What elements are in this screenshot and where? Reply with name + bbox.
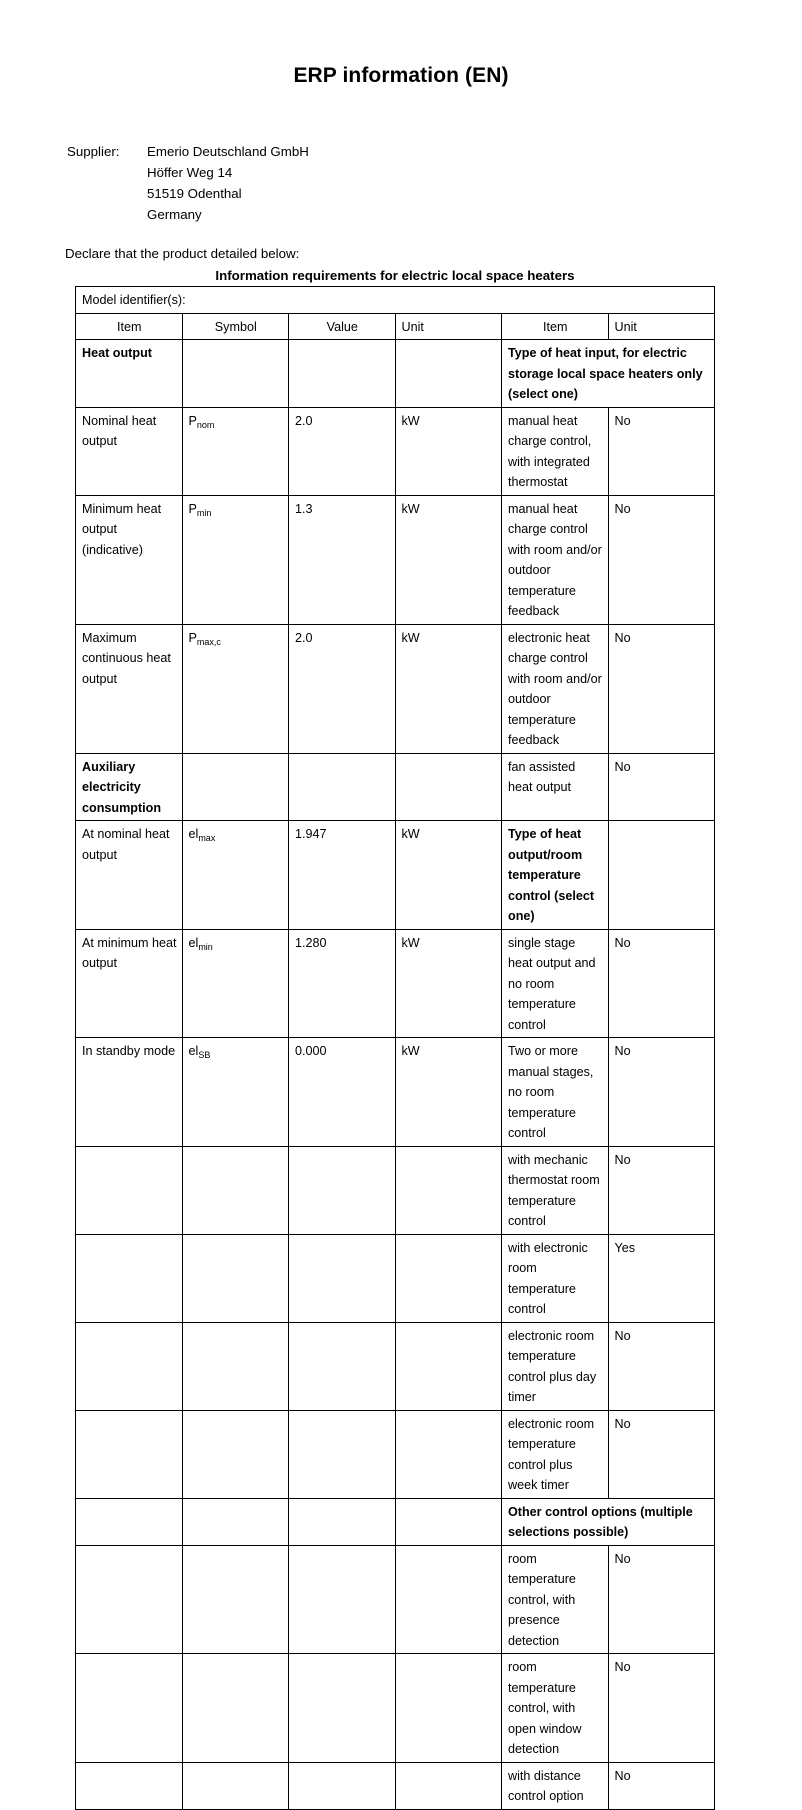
cell-right_unit: No — [608, 624, 715, 753]
cell-left_item: Maximum continuous heat output — [76, 624, 183, 753]
cell-unit: kW — [395, 624, 502, 753]
cell-symbol-subscript: max,c — [196, 636, 221, 647]
erp-information-table — [75, 286, 715, 1810]
cell-left_item: At minimum heat output — [76, 929, 183, 1038]
cell-unit — [395, 1498, 502, 1545]
cell-left_item: Auxiliary electricity consumption — [76, 753, 183, 821]
cell-unit: kW — [395, 407, 502, 495]
cell-right_unit: No — [608, 753, 715, 821]
cell-value: 2.0 — [289, 407, 396, 495]
cell-right_item: Type of heat input, for electric storage local space heaters only (select one) — [502, 340, 715, 408]
supplier-country: Germany — [147, 207, 202, 222]
cell-left_item: Nominal heat output — [76, 407, 183, 495]
cell-value: 0.000 — [289, 1038, 396, 1147]
supplier-name: Emerio Deutschland GmbH — [147, 144, 309, 159]
cell-value — [289, 1762, 396, 1809]
cell-left_item: Minimum heat output (indicative) — [76, 495, 183, 624]
model-identifier-cell — [76, 287, 715, 314]
cell-left_item: At nominal heat output — [76, 821, 183, 930]
table-row — [76, 821, 715, 930]
cell-symbol — [182, 1410, 289, 1498]
cell-unit: kW — [395, 929, 502, 1038]
cell-symbol-subscript: SB — [198, 1050, 211, 1060]
table-row — [76, 753, 715, 821]
table-row — [76, 1322, 715, 1410]
cell-right_unit: No — [608, 407, 715, 495]
cell-unit — [395, 340, 502, 408]
table-row — [76, 1038, 715, 1147]
table-row — [76, 1545, 715, 1654]
supplier-street: Höffer Weg 14 — [147, 165, 233, 180]
cell-right_unit: Yes — [608, 1234, 715, 1322]
cell-value: 2.0 — [289, 624, 396, 753]
cell-left_item — [76, 1146, 183, 1234]
header-symbol: Symbol — [182, 313, 289, 340]
table-row — [76, 1234, 715, 1322]
cell-unit — [395, 1762, 502, 1809]
table-row — [76, 1410, 715, 1498]
table-caption: Information requirements for electric local space heaters — [215, 268, 575, 283]
cell-left_item — [76, 1762, 183, 1809]
erp-table-body — [76, 287, 715, 1810]
table-row — [76, 1654, 715, 1763]
cell-unit — [395, 753, 502, 821]
cell-right_unit: No — [608, 929, 715, 1038]
declare-line: Declare that the product detailed below: — [65, 246, 300, 261]
cell-left_item — [76, 1234, 183, 1322]
cell-symbol: $el_{max}$ — [182, 821, 289, 930]
cell-symbol — [182, 1146, 289, 1234]
cell-right_item: Two or more manual stages, no room temperature control — [502, 1038, 609, 1147]
cell-unit — [395, 1234, 502, 1322]
cell-symbol-subscript: min — [196, 507, 212, 518]
cell-symbol-subscript: nom — [196, 419, 215, 430]
cell-value — [289, 1234, 396, 1322]
cell-right_item: with mechanic thermostat room temperature control — [502, 1146, 609, 1234]
cell-right_item: fan assisted heat output — [502, 753, 609, 821]
cell-left_item — [76, 1654, 183, 1763]
cell-right_item: electronic room temperature control plus week timer — [502, 1410, 609, 1498]
page-title: ERP information (EN) — [293, 64, 509, 87]
cell-left_item — [76, 1545, 183, 1654]
table-row — [76, 407, 715, 495]
cell-right_item: with electronic room temperature control — [502, 1234, 609, 1322]
supplier-address — [147, 141, 309, 225]
table-row — [76, 929, 715, 1038]
cell-symbol: $el_{min}$ — [182, 929, 289, 1038]
supplier-label: Supplier: — [67, 144, 120, 159]
cell-symbol — [182, 1498, 289, 1545]
cell-value — [289, 1146, 396, 1234]
cell-value — [289, 340, 396, 408]
cell-unit — [395, 1146, 502, 1234]
cell-symbol: $el_{SB}$ — [182, 1038, 289, 1147]
cell-unit — [395, 1654, 502, 1763]
cell-unit: kW — [395, 495, 502, 624]
cell-right_unit: No — [608, 1762, 715, 1809]
cell-unit: kW — [395, 1038, 502, 1147]
cell-symbol: $P_{min}$ — [182, 495, 289, 624]
cell-right_item: Other control options (multiple selections possible) — [502, 1498, 715, 1545]
cell-right_unit: No — [608, 1654, 715, 1763]
cell-right_item: single stage heat output and no room temperature control — [502, 929, 609, 1038]
cell-value — [289, 1545, 396, 1654]
model-identifier-row — [76, 287, 715, 314]
cell-symbol — [182, 1234, 289, 1322]
header-unit-right: Unit — [608, 313, 715, 340]
cell-right_item: electronic heat charge control with room and/or outdoor temperature feedback — [502, 624, 609, 753]
cell-symbol-subscript: min — [198, 941, 213, 952]
cell-symbol: $P_{nom}$ — [182, 407, 289, 495]
cell-value — [289, 1498, 396, 1545]
cell-value: 1.280 — [289, 929, 396, 1038]
cell-right_item: room temperature control, with open window detection — [502, 1654, 609, 1763]
cell-right_item: manual heat charge control with room and/or outdoor temperature feedback — [502, 495, 609, 624]
cell-symbol-subscript: max — [198, 833, 216, 843]
cell-right_unit: No — [608, 495, 715, 624]
table-row — [76, 624, 715, 753]
cell-unit — [395, 1410, 502, 1498]
cell-symbol — [182, 1322, 289, 1410]
cell-value — [289, 1322, 396, 1410]
cell-left_item: Heat output — [76, 340, 183, 408]
cell-unit — [395, 1322, 502, 1410]
cell-value — [289, 1410, 396, 1498]
cell-right_item: Type of heat output/room temperature control (select one) — [502, 821, 609, 930]
cell-unit: kW — [395, 821, 502, 930]
table-row — [76, 1762, 715, 1809]
cell-symbol — [182, 1762, 289, 1809]
cell-symbol — [182, 1654, 289, 1763]
header-item-left: Item — [76, 313, 183, 340]
cell-symbol — [182, 340, 289, 408]
cell-value — [289, 753, 396, 821]
header-item-right: Item — [502, 313, 609, 340]
cell-right_item: room temperature control, with presence detection — [502, 1545, 609, 1654]
cell-right_unit: No — [608, 1322, 715, 1410]
supplier-block — [67, 141, 309, 225]
cell-value: 1.947 — [289, 821, 396, 930]
cell-unit — [395, 1545, 502, 1654]
table-row — [76, 495, 715, 624]
cell-symbol: $P_{max,c}$ — [182, 624, 289, 753]
supplier-city: 51519 Odenthal — [147, 186, 242, 201]
table-row — [76, 1498, 715, 1545]
cell-value: 1.3 — [289, 495, 396, 624]
cell-right_item: with distance control option — [502, 1762, 609, 1809]
header-unit: Unit — [395, 313, 502, 340]
cell-right_unit: No — [608, 1545, 715, 1654]
table-row — [76, 1146, 715, 1234]
header-value: Value — [289, 313, 396, 340]
cell-left_item — [76, 1498, 183, 1545]
cell-right_item: electronic room temperature control plus day timer — [502, 1322, 609, 1410]
table-header-row — [76, 313, 715, 340]
cell-left_item — [76, 1410, 183, 1498]
cell-right_item: manual heat charge control, with integrated thermostat — [502, 407, 609, 495]
cell-right_unit: No — [608, 1146, 715, 1234]
cell-right_unit: No — [608, 1410, 715, 1498]
cell-symbol — [182, 753, 289, 821]
cell-right_unit: No — [608, 1038, 715, 1147]
cell-left_item: In standby mode — [76, 1038, 183, 1147]
table-row — [76, 340, 715, 408]
cell-right_unit — [608, 821, 715, 930]
cell-value — [289, 1654, 396, 1763]
cell-left_item — [76, 1322, 183, 1410]
cell-symbol — [182, 1545, 289, 1654]
model-identifier-label: Model identifier(s): — [82, 293, 186, 307]
